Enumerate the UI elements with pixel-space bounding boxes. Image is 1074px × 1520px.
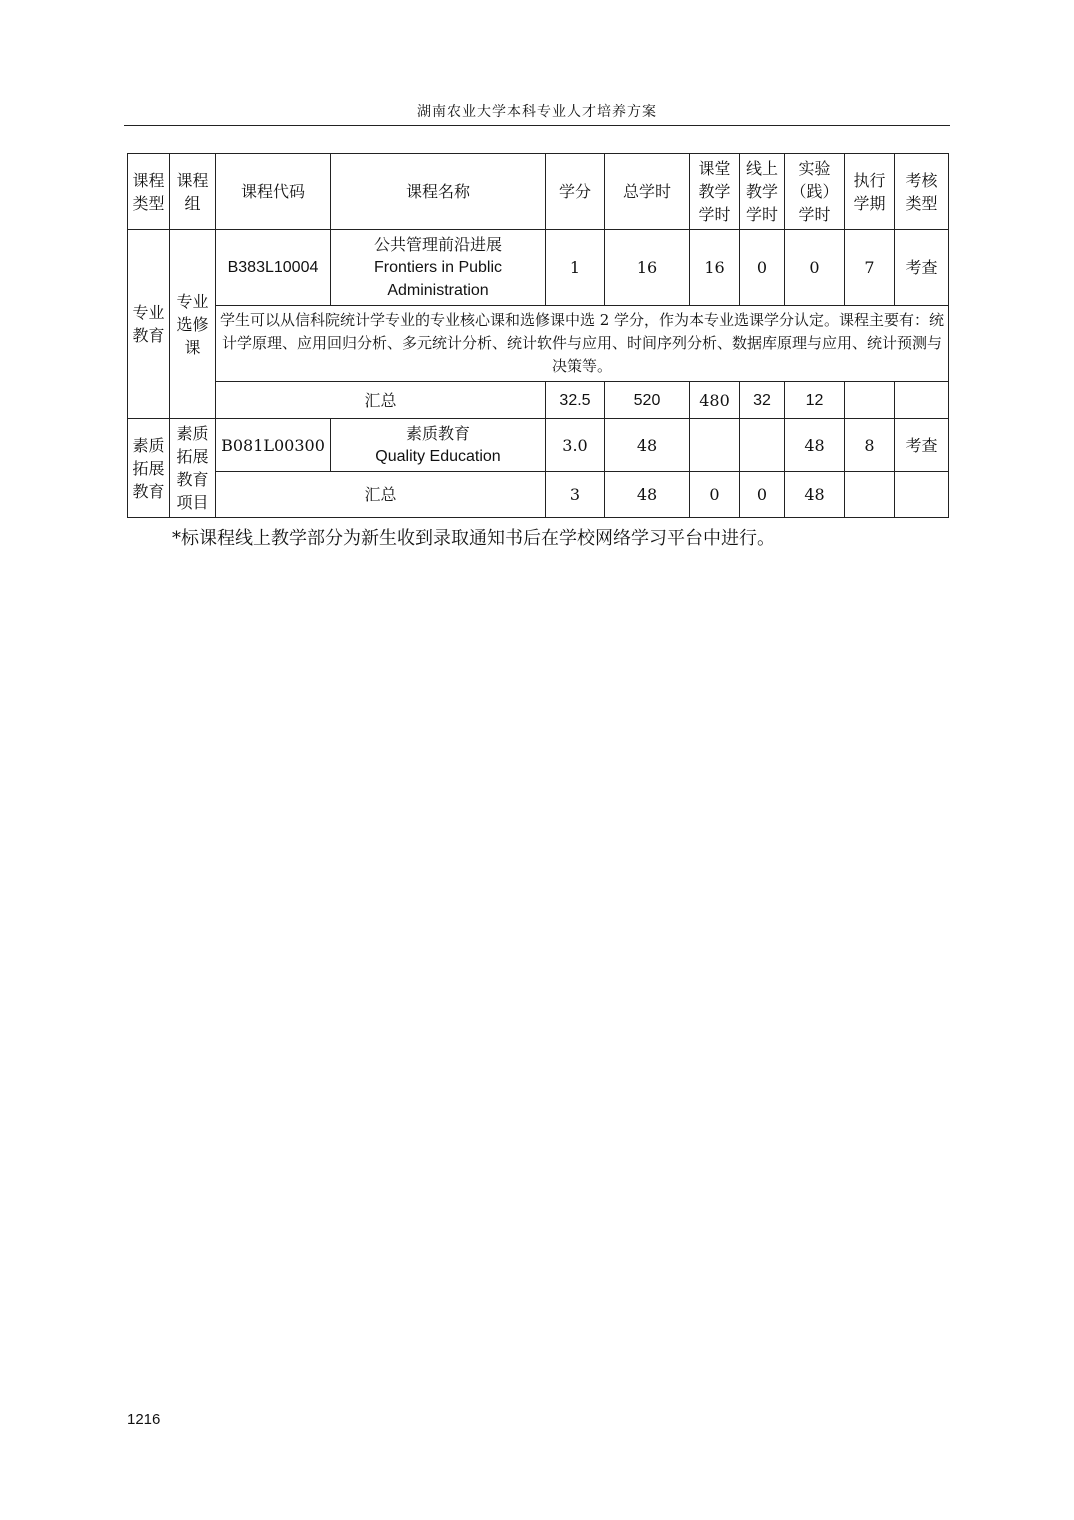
summary-semester <box>845 382 895 419</box>
header-online-hours: 线上 教学 学时 <box>740 154 785 230</box>
table-row <box>128 230 949 306</box>
section2-group: 素质 拓展 教育 项目 <box>170 419 216 518</box>
elective-note: 学生可以从信科院统计学专业的专业核心课和选修课中选 2 学分，作为本专业选课学分认定。课程主要有：统计学原理、应用回归分析、多元统计分析、统计软件与应用、时间序列分析、数据库原理与应用、统计预测与决策等。 <box>216 306 949 382</box>
header-credits: 学分 <box>546 154 605 230</box>
header-semester: 执行 学期 <box>845 154 895 230</box>
page-number: 1216 <box>127 1411 161 1428</box>
summary-label: 汇总 <box>216 472 546 518</box>
summary-lab-hours: 48 <box>785 472 845 518</box>
summary-assessment <box>895 382 949 419</box>
running-header: 湖南农业大学本科专业人才培养方案 <box>417 104 657 120</box>
header-row <box>128 154 949 230</box>
header-course-code: 课程代码 <box>216 154 331 230</box>
header-course-type: 课程 类型 <box>128 154 170 230</box>
course-assessment: 考查 <box>895 230 949 306</box>
header-total-hours: 总学时 <box>605 154 690 230</box>
summary-class-hours: 0 <box>690 472 740 518</box>
course-table <box>127 153 949 518</box>
course-class-hours: 16 <box>690 230 740 306</box>
header-course-group: 课程 组 <box>170 154 216 230</box>
summary-credits: 32.5 <box>546 382 605 419</box>
course-lab-hours: 48 <box>785 419 845 472</box>
summary-row <box>128 382 949 419</box>
section1-type: 专业 教育 <box>128 230 170 419</box>
course-credits: 1 <box>546 230 605 306</box>
summary-row <box>128 472 949 518</box>
course-assessment: 考查 <box>895 419 949 472</box>
summary-total-hours: 520 <box>605 382 690 419</box>
course-code: B383L10004 <box>216 230 331 306</box>
header-course-name: 课程名称 <box>331 154 546 230</box>
summary-assessment <box>895 472 949 518</box>
section1-group: 专业 选修 课 <box>170 230 216 419</box>
summary-lab-hours: 12 <box>785 382 845 419</box>
summary-online-hours: 0 <box>740 472 785 518</box>
note-row <box>128 306 949 382</box>
course-credits: 3.0 <box>546 419 605 472</box>
course-lab-hours: 0 <box>785 230 845 306</box>
summary-credits: 3 <box>546 472 605 518</box>
summary-total-hours: 48 <box>605 472 690 518</box>
header-assessment: 考核 类型 <box>895 154 949 230</box>
header-rule <box>124 125 950 126</box>
course-class-hours <box>690 419 740 472</box>
course-name: 素质教育 Quality Education <box>331 419 546 472</box>
course-name: 公共管理前沿进展 Frontiers in Public Administration <box>331 230 546 306</box>
course-online-hours <box>740 419 785 472</box>
summary-label: 汇总 <box>216 382 546 419</box>
section2-type: 素质 拓展 教育 <box>128 419 170 518</box>
summary-online-hours: 32 <box>740 382 785 419</box>
course-code: B081L00300 <box>216 419 331 472</box>
course-semester: 8 <box>845 419 895 472</box>
header-lab-hours: 实验 （践） 学时 <box>785 154 845 230</box>
course-semester: 7 <box>845 230 895 306</box>
header-class-hours: 课堂 教学 学时 <box>690 154 740 230</box>
course-total-hours: 16 <box>605 230 690 306</box>
footnote: *标课程线上教学部分为新生收到录取通知书后在学校网络学习平台中进行。 <box>172 528 775 549</box>
summary-semester <box>845 472 895 518</box>
course-total-hours: 48 <box>605 419 690 472</box>
table-row <box>128 419 949 472</box>
course-online-hours: 0 <box>740 230 785 306</box>
summary-class-hours: 480 <box>690 382 740 419</box>
